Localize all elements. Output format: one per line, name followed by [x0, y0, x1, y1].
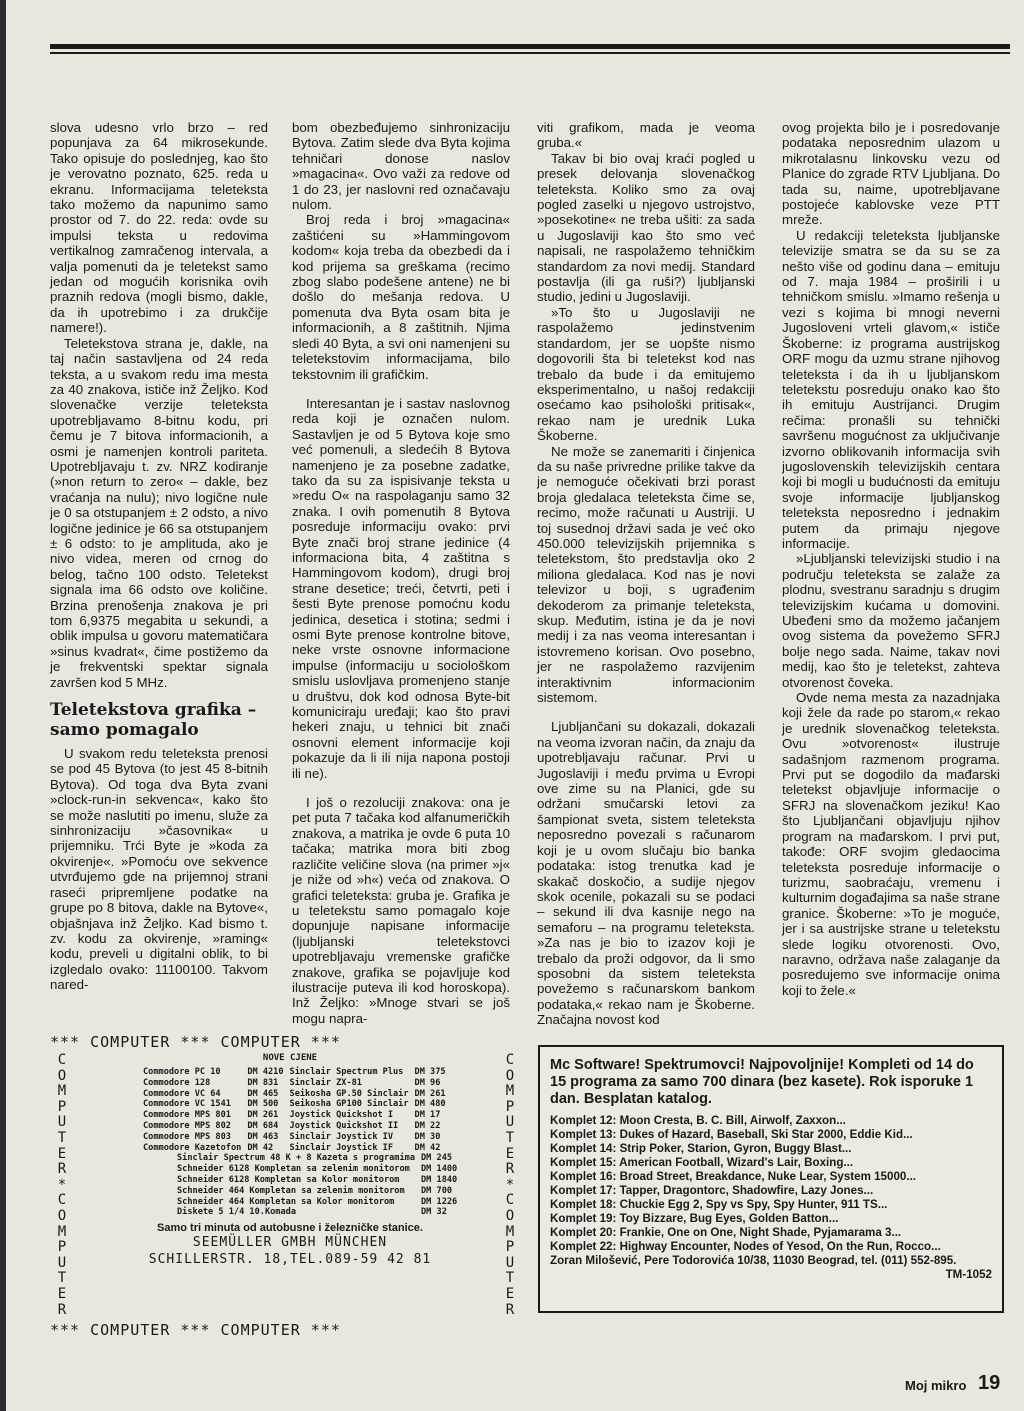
ad-company-address: SCHILLERSTR. 18,TEL.089-59 42 81: [148, 1252, 432, 1268]
column-4: [782, 120, 1000, 998]
price-cell: DM 1226: [421, 1196, 458, 1207]
price-cell: Commodore MPS 802: [143, 1120, 231, 1131]
price-cell: Sinclair Joystick IV: [289, 1131, 394, 1142]
mc-ad-headline: Mc Software! Spektrumovci! Najpovoljnije! Kompleti od 14 do 15 programa za samo 700 dinara (bez kasete). Rok isporuke 1 dan. Besplatan katalog.: [550, 1057, 974, 1107]
price-cell: DM 1840: [421, 1174, 458, 1185]
price-row: [140, 1099, 449, 1110]
mc-software-advertisement: [538, 1045, 1004, 1313]
price-cell: DM 375: [414, 1067, 446, 1077]
price-cell: DM 96: [414, 1077, 441, 1088]
price-cell: DM 1400: [421, 1164, 458, 1175]
mc-ad-contact-text: Zoran Milošević, Pere Todorovića 10/38, 11030 Beograd, tel. (011) 552-895.: [550, 1254, 957, 1267]
price-cell: Commodore Kazetofon: [143, 1142, 242, 1153]
price-cell: DM 500: [247, 1099, 279, 1110]
col1-paragraph-3: U svakom redu teleteksta prenosi se pod 45 Bytova (to jest 45 8-bitnih Bytova). Od toga dva Byta zvani »clock-run-in sekvenca«, kako što se može naslutiti po imenu, služe za sinhronizaciju »časovnika« u prijemniku. Trći Byte je »koda za okvirenje«. »Pomoću ove sekvence utvrđujemo gde na prijemnoj strani raseći pripremljene podatke na grupe po 8 bitova, dakle na Bytove«, objašnjava inž Željko. Kad bismo t. zv. kodu za okvirenje, »raming« kodu, preveli u digitalni oblik, to bi izgledalo ovako: 11100100. Takvom nared-: [50, 746, 268, 993]
page-number: 19: [978, 1372, 1001, 1394]
mc-ad-item: Komplet 19: Toy Bizzare, Bug Eyes, Golden Batton...: [550, 1212, 839, 1225]
mc-ad-item: Komplet 20: Frankie, One on One, Night Shade, Pyjamarama 3...: [550, 1226, 902, 1239]
col1-paragraph-2: Teletekstova strana je, dakle, na taj način sastavljena od 24 reda teksta, a u svakom redu ima mesta za 40 znakova, ističe inž Željko. Kod slovenačke verzije teleteksta upotrebljavamo 8-bitnu kodu, pri čemu je 7 bitova informacionih, a osmi je namenjen kontroli pariteta. Upotrebljavaju t. zv. NRZ kodiranje (»non return to zero« – dakle, bez vraćanja na nulu); nivo logične nule je 0 sa otstupanjem ± 2 odsto, a nivo logične jedinice je 66 sa otstupanjem ± 6 odsto: to je amplituda, ako je nivo videa, meren od crnog do belog, tačno 100 odsto. Teletekst signala ima 66 odsto ove količine. Brzina prenošenja znakova je pri tom 6,9375 megabita u sekundi, a oblik impulsa u govoru matematičara »sinus kvadrat«, čime postižemo da je frekventski spektar signala završen kod 5 MHz.: [50, 335, 268, 690]
price-cell: DM 700: [421, 1185, 453, 1196]
price-cell: Sinclair Spectrum Plus: [289, 1067, 404, 1077]
mc-ad-item: Komplet 13: Dukes of Hazard, Baseball, Ski Star 2000, Eddie Kid...: [550, 1128, 913, 1141]
price-cell: DM 42: [247, 1142, 274, 1153]
price-cell: DM 17: [414, 1110, 441, 1121]
price-table-bundles: [174, 1153, 460, 1218]
price-cell: DM 32: [421, 1207, 447, 1218]
col4-paragraph-3: »Ljubljanski televizijski studio i na području teleteksta se zalaže za plodnu, svestranu saradnju s drugim televizijskim kućama u domovini. Ubeđeni smo da možemo jačanjem ovog sistema da povežemo SFRJ bolje nego sada. Naime, takav novi medij, kao što je teletekst, zahteva otvorenost čoveka.: [782, 551, 1000, 690]
col2-paragraph-2: Broj reda i broj »magacina« zaštićeni su »Hammingovom kodom« koja treba da obezbedi da i kod prijema sa greškama (recimo zbog slabo podešene antene) ne bi došlo do mešanja redova. U pomenuta dva Byta osam bita je informacionih, a 8 zaštitnih. Njima sledi 40 Byta, a svi oni namenjeni su teletekstovim informacijama, bilo tekstovnim ili grafičkim.: [292, 212, 510, 382]
col3-paragraph-1: viti grafikom, mada je veoma gruba.«: [537, 120, 755, 151]
price-row: [174, 1197, 460, 1208]
price-cell: Joystick Quickshot II: [289, 1120, 399, 1131]
ad-banner-top: *** COMPUTER *** COMPUTER ***: [50, 1033, 341, 1051]
col4-paragraph-1: ovog projekta bilo je i posredovanje podataka neposrednim ulazom u mikrotalasnu linkovsku vezu od Planice do zgrade RTV Ljubljana. Do tada su, naime, upotrebljavane postojeće kablovske veze PTT mreže.: [782, 120, 1000, 228]
price-cell: DM 245: [421, 1153, 453, 1164]
col2-paragraph-3: Interesantan je i sastav naslovnog reda koji je označen nulom. Sastavljen je od 5 Bytova koje smo već pomenuli, a sledećih 8 Bytova namenjeno je za posebne zadatke, tako da su za ispisivanje teksta u »redu O« na raspolaganju samo 32 znaka. I ovih pomenutih 8 Bytova posreduje informaciju ovako: prvi Byte znači broj strane jedinice (4 informaciona bita, 4 zaštitna s Hammingovom kodom), drugi broj strane desetice; treći, četvrti, peti i šesti Byte prenose pomoćnu kodu jedinica, desetica i stotina; sedmi i osmi Byte prenose kontrolne bitove, neke vrste osnovne informacione impulse (informaciju u sociološkom smislu uslovljava promenjeno stanje u društvu, dok kod odnosa Byte-bit komuniciraju uređaji; kao što pravi hekeri znaju, u tehnici bit znači osnovni element informacije koji pokazuje da li ili nija napona postoji ili ne).: [292, 395, 510, 781]
price-row: [140, 1067, 449, 1078]
price-cell: Sinclair ZX-81: [289, 1077, 362, 1088]
ad-banner-bottom: *** COMPUTER *** COMPUTER ***: [50, 1321, 341, 1339]
price-cell: Commodore MPS 801: [143, 1110, 231, 1121]
price-cell: Commodore VC 64: [143, 1088, 221, 1099]
price-cell: DM 684: [247, 1120, 279, 1131]
price-cell: Sinclair Joystick IF: [289, 1142, 394, 1153]
price-cell: DM 463: [247, 1131, 279, 1142]
price-row: [140, 1143, 449, 1154]
col3-paragraph-3: »To što u Jugoslaviji ne raspolažemo jedinstvenim standardom, jer se uopšte nismo dogovorili šta bi teletekst kod nas trebalo da bude i da emitujemo eksperimentalno, u našoj redakciji osećamo kao psihološki pritisak«, rekao nam je urednik Luka Škoberne.: [537, 304, 755, 444]
price-cell: Seikosha GP100 Sinclair: [289, 1099, 409, 1110]
price-cell: DM 261: [414, 1088, 446, 1099]
col3-paragraph-4: Ne može se zanemariti i činjenica da su naše privredne prilike takve da je nemoguće očekivati brzi porast broja gledalaca teleteksta čime se, recimo, može računati u Austriji. U toj susednoj državi sada je već oko 450.000 televizijskih prijemnika s teletekstom, što predstavlja oko 2 miliona gledalaca. Kod nas je novi televizor u boji, s ugrađenim dekoderom za primanje teleteksta, skup. Međutim, istina je da je novi medij i za nas veoma interesantan i istovremeno korisan. Ovo posebno, jer ne raspolažemo razvijenim interaktivnim informacionim sistemom.: [537, 443, 755, 706]
price-table: [140, 1067, 449, 1153]
price-cell: DM 22: [414, 1120, 441, 1131]
price-cell: Diskete 5 1/4 10.Komada: [177, 1207, 296, 1218]
price-cell: DM 42: [414, 1142, 441, 1153]
mc-ad-item: Komplet 18: Chuckie Egg 2, Spy vs Spy, Spy Hunter, 911 TS...: [550, 1198, 888, 1211]
ad-location-note: Samo tri minuta od autobusne i železničke stanice.: [157, 1222, 423, 1235]
price-cell: Schneider 6128 Kompletan sa zelenim monitorom: [177, 1164, 410, 1175]
price-cell: Seikosha GP.50 Sinclair: [289, 1088, 409, 1099]
price-cell: DM 4210: [247, 1067, 284, 1077]
section-subheading: Teletekstova grafika – samo pomagalo: [50, 700, 257, 741]
price-cell: Joystick Quickshot I: [289, 1110, 394, 1121]
price-cell: Schneider 464 Kompletan sa Kolor monitorom: [177, 1196, 395, 1207]
ad-side-left: COMPUTER*COMPUTER: [57, 1052, 67, 1318]
mc-ad-code: TM-1052: [945, 1268, 992, 1281]
price-cell: DM 831: [247, 1077, 279, 1088]
ad-side-right: COMPUTER*COMPUTER: [505, 1052, 515, 1318]
ad-company-name: SEEMÜLLER GMBH MÜNCHEN: [192, 1235, 388, 1251]
price-cell: DM 30: [414, 1131, 441, 1142]
price-cell: DM 480: [414, 1099, 446, 1110]
price-row: [140, 1078, 449, 1089]
price-cell: Commodore MPS 803: [143, 1131, 231, 1142]
mc-ad-item: Komplet 15: American Football, Wizard's Lair, Boxing...: [550, 1156, 854, 1169]
mc-ad-list: [550, 1114, 992, 1254]
col3-paragraph-2: Takav bi bio ovaj kraći pogled u presek delovanja slovenačkog teleteksta. Koliko smo za ovaj pogled zaselki u njegovo ustrojstvo, »posekotine« ne treba ušiti: za sada u Jugoslaviji kao što smo već napisali, ne raspolažemo tehničkim standardom za novi medij. Standard postavlja (ili ga ruši?) ljubljanski studio, jedini u Jugoslaviji.: [537, 150, 755, 305]
column-3: [537, 120, 755, 1028]
price-row: [140, 1121, 449, 1132]
price-row: [140, 1110, 449, 1121]
column-1: [50, 120, 268, 993]
price-cell: Commodore VC 1541: [143, 1099, 231, 1110]
price-cell: DM 261: [247, 1110, 279, 1121]
price-row: [174, 1207, 460, 1218]
col2-paragraph-4: I još o rezoluciji znakova: ona je pet puta 7 tačaka kod alfanumeričkih znakova, a matrika je ovde 6 puta 10 tačaka; matrika mora biti zbog različite veličine slova (na primer »j« je niže od »h«) veća od znakova. O grafici teleteksta: gruba je. Grafika je u teletekstu samo pomagalo koje dopunjuje napisane informacije (ljubljanski teletekstovci upotrebljavaju vremenske grafičke znakove, grafika se pojavljuje kod ilustracije puteva ili kod horoskopa). Inž Željko: »Mnoge stvari se još mogu napra-: [292, 795, 510, 1026]
mc-ad-contact: [550, 1254, 992, 1281]
price-row: [174, 1164, 460, 1175]
col4-paragraph-4: Ovde nema mesta za nazadnjaka koji žele da rade po starom,« rekao je urednik slovenačkog teleteksta. Ovu »otvorenost« ilustruje sadašnjom razmenom programa. Prvi put se dogodilo da mađarski teletekst objavljuje informacije o SFRJ na slovenačkom jeziku! Kao što Ljubljančani objavljuju njihov program na mađarskom. I prvi put, takođe: ORF svojim gledaocima teleteksta posreduje informacije o turizmu, saobraćaju, vremenu i kulturnim događajima sa naše strane granice. Škoberne: »To je moguće, jer i sa austrijske strane u teletekstu slede logiku otvorenosti. Ovo, naravno, održava naše zalaganje da posredujemo sve informacije onima koji to žele.«: [782, 690, 1000, 998]
price-cell: Commodore 128: [143, 1077, 211, 1088]
column-2: [292, 120, 510, 1026]
price-row: [140, 1132, 449, 1143]
price-row: [174, 1153, 460, 1164]
col2-paragraph-1: bom obezbeđujemo sinhronizaciju Bytova. Zatim slede dva Byta kojima tehničari donose naslov »magacina«. Ovo važi za redove od 1 do 23, jer naslovni red označavaju nulom.: [292, 120, 510, 213]
price-cell: Sinclair Spectrum 48 K + 8 Kazeta s programima: [177, 1153, 415, 1164]
mc-ad-item: Komplet 16: Broad Street, Breakdance, Nuke Lear, System 15000...: [550, 1170, 917, 1183]
price-row: [174, 1175, 460, 1186]
price-cell: Commodore PC 10: [143, 1067, 221, 1077]
col3-paragraph-5: Ljubljančani su dokazali, dokazali na veoma izvoran način, da znaju da upotrebljavaju računar. Prvi u Jugoslaviji i među prvima u Evropi ove zime su na Planici, gde su održani smučarski letovi za šampionat sveta, sistem teleteksta neposredno povezali s računarom koji je u ovom slučaju bio banka podataka: istog trenutka kad je skakač doskočio, a sudije njegov skok ocenile, pokazali su se podaci – sekund ili dva kasnije nego na semaforu – na programu teleteksta. »Za nas je bio to izazov koji je trebalo da proži odgovor, da li smo sposobni da sistem teleteksta povežemo s računarskom bankom podataka,« rekao nam je Škoberne. Značajna novost kod: [537, 719, 755, 1028]
col1-paragraph-1: slova udesno vrlo brzo – red popunjava za 64 mikrosekunde. Tako opisuje do poslednjeg, kao što je verovatno poznato, 625. reda u ekranu. Informacijama teleteksta tako možemo da napunimo samo prostor od 7. do 22. reda: ovde su impulsi teksta u redovima vertikalnog zamračenog intervala, a valja pomenuti da je teletekst samo jedan od mogućih korisnika ovih praznih redova (mogli bismo, dakle, da ih upotrebimo i za drukčije namere!).: [50, 120, 268, 336]
price-list-title: NOVE CJENE: [262, 1053, 318, 1063]
computer-advertisement: [50, 1033, 520, 1353]
price-row: [140, 1089, 449, 1100]
magazine-name: Moj mikro: [905, 1378, 967, 1393]
top-rule: [50, 44, 1010, 56]
price-cell: Schneider 6128 Kompletan sa Kolor monitorom: [177, 1174, 400, 1185]
mc-ad-item: Komplet 17: Tapper, Dragontorc, Shadowfire, Lazy Jones...: [550, 1184, 874, 1197]
mc-ad-item: Komplet 14: Strip Poker, Starion, Gyron, Buggy Blast...: [550, 1142, 852, 1155]
mc-ad-item: Komplet 12: Moon Cresta, B. C. Bill, Airwolf, Zaxxon...: [550, 1114, 846, 1127]
mc-ad-item: Komplet 22: Highway Encounter, Nodes of Yesod, On the Run, Rocco...: [550, 1240, 941, 1253]
price-cell: DM 465: [247, 1088, 279, 1099]
col4-paragraph-2: U redakciji teleteksta ljubljanske televizije smatra se da su se za nešto više od godinu dana – emituju od 7. maja 1984 – proširili i u tehničkom smislu. »Imamo rešenja u vezi s kojima bi mnogi neverni Jugosloveni vrteli glavom,« ističe Škoberne: iz programa austrijskog ORF mogu da uzmu strane njihovog teleteksta i da ih u ljubljanskom teletekstu posreduju onako kao što ih emituju Austrijanci. Drugim rečima: pronašli su tehnički savršenu mogućnost za uključivanje izvorno oblikovanih informacija svih jugoslovenskih televizijskih centara koji bi mogli u budućnosti da emituju svoje informacije ljubljanskog teleteksta neposredno i jednakim putem da primaju njegove informacije.: [782, 227, 1000, 551]
price-cell: Schneider 464 Kompletan sa zelenim monitorom: [177, 1185, 405, 1196]
price-row: [174, 1186, 460, 1197]
